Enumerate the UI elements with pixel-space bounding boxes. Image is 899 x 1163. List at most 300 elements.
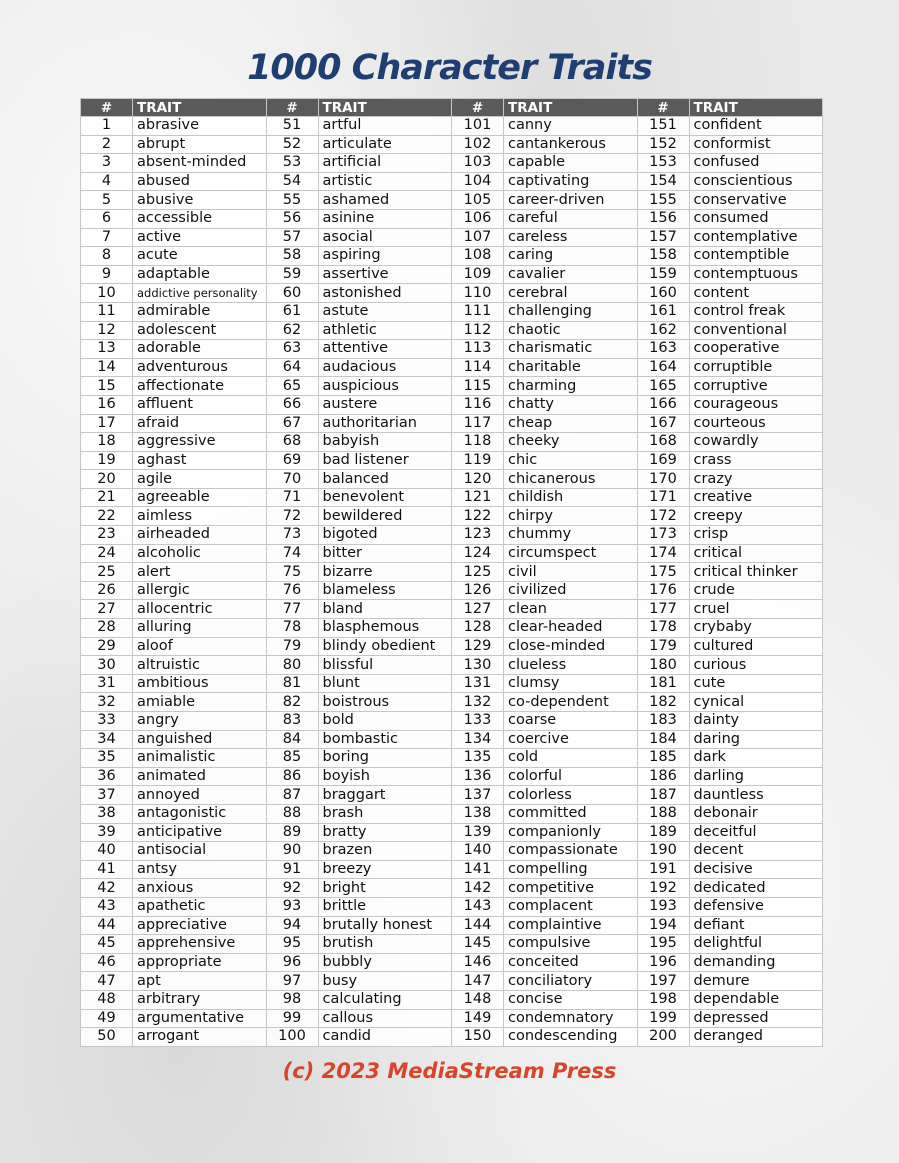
trait-name: chummy bbox=[504, 526, 638, 545]
trait-name: abusive bbox=[133, 191, 267, 210]
trait-number: 84 bbox=[266, 730, 318, 749]
trait-number: 128 bbox=[452, 619, 504, 638]
trait-number: 56 bbox=[266, 209, 318, 228]
trait-number: 130 bbox=[452, 656, 504, 675]
trait-name: arbitrary bbox=[133, 990, 267, 1009]
trait-name: adolescent bbox=[133, 321, 267, 340]
trait-name: boyish bbox=[318, 767, 452, 786]
trait-number: 24 bbox=[81, 544, 133, 563]
trait-name: ambitious bbox=[133, 674, 267, 693]
trait-name: courteous bbox=[689, 414, 823, 433]
trait-number: 144 bbox=[452, 916, 504, 935]
trait-name: conservative bbox=[689, 191, 823, 210]
trait-name: active bbox=[133, 228, 267, 247]
trait-number: 63 bbox=[266, 340, 318, 359]
trait-name: creepy bbox=[689, 507, 823, 526]
trait-number: 4 bbox=[81, 172, 133, 191]
trait-name: demure bbox=[689, 972, 823, 991]
trait-name: aloof bbox=[133, 637, 267, 656]
trait-name: austere bbox=[318, 395, 452, 414]
table-row bbox=[81, 228, 823, 247]
trait-name: complaintive bbox=[504, 916, 638, 935]
trait-name: close-minded bbox=[504, 637, 638, 656]
trait-number: 46 bbox=[81, 953, 133, 972]
trait-number: 22 bbox=[81, 507, 133, 526]
trait-number: 156 bbox=[637, 209, 689, 228]
trait-name: colorful bbox=[504, 767, 638, 786]
trait-name: caring bbox=[504, 247, 638, 266]
trait-number: 116 bbox=[452, 395, 504, 414]
trait-name: decent bbox=[689, 842, 823, 861]
trait-number: 21 bbox=[81, 488, 133, 507]
trait-number: 145 bbox=[452, 935, 504, 954]
table-row bbox=[81, 488, 823, 507]
trait-number: 87 bbox=[266, 786, 318, 805]
trait-number: 183 bbox=[637, 712, 689, 731]
trait-number: 138 bbox=[452, 804, 504, 823]
trait-number: 28 bbox=[81, 619, 133, 638]
trait-name: aspiring bbox=[318, 247, 452, 266]
trait-number: 7 bbox=[81, 228, 133, 247]
trait-name: conformist bbox=[689, 135, 823, 154]
page-title: 1000 Character Traits bbox=[247, 48, 652, 88]
trait-name: addictive personality bbox=[133, 284, 267, 303]
trait-name: colorless bbox=[504, 786, 638, 805]
trait-number: 44 bbox=[81, 916, 133, 935]
trait-name: brittle bbox=[318, 897, 452, 916]
trait-number: 82 bbox=[266, 693, 318, 712]
trait-name: crybaby bbox=[689, 619, 823, 638]
trait-name: brazen bbox=[318, 842, 452, 861]
header-number: # bbox=[637, 99, 689, 117]
trait-name: cute bbox=[689, 674, 823, 693]
trait-number: 40 bbox=[81, 842, 133, 861]
trait-number: 115 bbox=[452, 377, 504, 396]
trait-name: defiant bbox=[689, 916, 823, 935]
trait-number: 68 bbox=[266, 433, 318, 452]
trait-name: afraid bbox=[133, 414, 267, 433]
trait-number: 166 bbox=[637, 395, 689, 414]
trait-number: 126 bbox=[452, 581, 504, 600]
trait-name: blunt bbox=[318, 674, 452, 693]
trait-number: 149 bbox=[452, 1009, 504, 1028]
trait-number: 161 bbox=[637, 302, 689, 321]
trait-number: 189 bbox=[637, 823, 689, 842]
trait-number: 193 bbox=[637, 897, 689, 916]
trait-number: 77 bbox=[266, 600, 318, 619]
trait-name: antagonistic bbox=[133, 804, 267, 823]
trait-name: co-dependent bbox=[504, 693, 638, 712]
trait-number: 26 bbox=[81, 581, 133, 600]
trait-name: anguished bbox=[133, 730, 267, 749]
trait-number: 123 bbox=[452, 526, 504, 545]
trait-name: cowardly bbox=[689, 433, 823, 452]
trait-name: crazy bbox=[689, 470, 823, 489]
trait-name: dauntless bbox=[689, 786, 823, 805]
trait-name: blameless bbox=[318, 581, 452, 600]
trait-number: 96 bbox=[266, 953, 318, 972]
trait-number: 112 bbox=[452, 321, 504, 340]
trait-name: content bbox=[689, 284, 823, 303]
trait-number: 159 bbox=[637, 265, 689, 284]
trait-name: boistrous bbox=[318, 693, 452, 712]
trait-number: 16 bbox=[81, 395, 133, 414]
trait-name: apathetic bbox=[133, 897, 267, 916]
trait-number: 167 bbox=[637, 414, 689, 433]
trait-name: artistic bbox=[318, 172, 452, 191]
trait-number: 173 bbox=[637, 526, 689, 545]
trait-name: concise bbox=[504, 990, 638, 1009]
trait-number: 172 bbox=[637, 507, 689, 526]
trait-number: 62 bbox=[266, 321, 318, 340]
trait-number: 47 bbox=[81, 972, 133, 991]
trait-name: debonair bbox=[689, 804, 823, 823]
trait-number: 93 bbox=[266, 897, 318, 916]
trait-name: careless bbox=[504, 228, 638, 247]
trait-name: altruistic bbox=[133, 656, 267, 675]
trait-name: arrogant bbox=[133, 1028, 267, 1047]
trait-name: aimless bbox=[133, 507, 267, 526]
trait-number: 59 bbox=[266, 265, 318, 284]
trait-number: 131 bbox=[452, 674, 504, 693]
trait-name: adorable bbox=[133, 340, 267, 359]
table-row bbox=[81, 693, 823, 712]
trait-number: 2 bbox=[81, 135, 133, 154]
trait-name: civilized bbox=[504, 581, 638, 600]
trait-name: compulsive bbox=[504, 935, 638, 954]
trait-name: coarse bbox=[504, 712, 638, 731]
header-number: # bbox=[266, 99, 318, 117]
traits-table bbox=[80, 98, 823, 1047]
trait-number: 14 bbox=[81, 358, 133, 377]
trait-number: 18 bbox=[81, 433, 133, 452]
trait-number: 118 bbox=[452, 433, 504, 452]
copyright-footer: (c) 2023 MediaStream Press bbox=[282, 1059, 617, 1083]
trait-number: 97 bbox=[266, 972, 318, 991]
trait-number: 181 bbox=[637, 674, 689, 693]
trait-number: 191 bbox=[637, 860, 689, 879]
trait-name: apprehensive bbox=[133, 935, 267, 954]
trait-name: cantankerous bbox=[504, 135, 638, 154]
trait-name: alert bbox=[133, 563, 267, 582]
trait-name: competitive bbox=[504, 879, 638, 898]
trait-number: 147 bbox=[452, 972, 504, 991]
trait-name: chatty bbox=[504, 395, 638, 414]
trait-name: abrupt bbox=[133, 135, 267, 154]
trait-number: 36 bbox=[81, 767, 133, 786]
trait-name: defensive bbox=[689, 897, 823, 916]
trait-name: bright bbox=[318, 879, 452, 898]
trait-number: 109 bbox=[452, 265, 504, 284]
trait-number: 80 bbox=[266, 656, 318, 675]
trait-number: 90 bbox=[266, 842, 318, 861]
trait-number: 51 bbox=[266, 117, 318, 136]
trait-number: 153 bbox=[637, 154, 689, 173]
trait-name: civil bbox=[504, 563, 638, 582]
trait-number: 137 bbox=[452, 786, 504, 805]
trait-number: 111 bbox=[452, 302, 504, 321]
trait-name: affectionate bbox=[133, 377, 267, 396]
trait-name: blasphemous bbox=[318, 619, 452, 638]
trait-number: 120 bbox=[452, 470, 504, 489]
trait-number: 66 bbox=[266, 395, 318, 414]
trait-number: 171 bbox=[637, 488, 689, 507]
trait-name: astute bbox=[318, 302, 452, 321]
trait-number: 163 bbox=[637, 340, 689, 359]
trait-number: 103 bbox=[452, 154, 504, 173]
trait-number: 196 bbox=[637, 953, 689, 972]
trait-number: 140 bbox=[452, 842, 504, 861]
table-row bbox=[81, 730, 823, 749]
trait-name: demanding bbox=[689, 953, 823, 972]
trait-number: 162 bbox=[637, 321, 689, 340]
trait-number: 12 bbox=[81, 321, 133, 340]
trait-number: 54 bbox=[266, 172, 318, 191]
trait-number: 99 bbox=[266, 1009, 318, 1028]
trait-number: 158 bbox=[637, 247, 689, 266]
trait-name: appropriate bbox=[133, 953, 267, 972]
trait-number: 91 bbox=[266, 860, 318, 879]
trait-name: airheaded bbox=[133, 526, 267, 545]
trait-number: 122 bbox=[452, 507, 504, 526]
trait-name: contemptible bbox=[689, 247, 823, 266]
header-trait: TRAIT bbox=[133, 99, 267, 117]
trait-name: attentive bbox=[318, 340, 452, 359]
trait-name: control freak bbox=[689, 302, 823, 321]
trait-name: cruel bbox=[689, 600, 823, 619]
trait-name: babyish bbox=[318, 433, 452, 452]
trait-name: compassionate bbox=[504, 842, 638, 861]
trait-number: 101 bbox=[452, 117, 504, 136]
trait-number: 177 bbox=[637, 600, 689, 619]
trait-number: 3 bbox=[81, 154, 133, 173]
trait-number: 182 bbox=[637, 693, 689, 712]
trait-number: 86 bbox=[266, 767, 318, 786]
trait-name: career-driven bbox=[504, 191, 638, 210]
trait-name: cheap bbox=[504, 414, 638, 433]
trait-number: 157 bbox=[637, 228, 689, 247]
header-trait: TRAIT bbox=[318, 99, 452, 117]
trait-name: abrasive bbox=[133, 117, 267, 136]
trait-name: chaotic bbox=[504, 321, 638, 340]
table-row bbox=[81, 563, 823, 582]
trait-name: benevolent bbox=[318, 488, 452, 507]
trait-number: 124 bbox=[452, 544, 504, 563]
table-row bbox=[81, 619, 823, 638]
trait-name: complacent bbox=[504, 897, 638, 916]
trait-name: bold bbox=[318, 712, 452, 731]
trait-name: balanced bbox=[318, 470, 452, 489]
trait-name: ashamed bbox=[318, 191, 452, 210]
trait-number: 146 bbox=[452, 953, 504, 972]
trait-name: clear-headed bbox=[504, 619, 638, 638]
trait-name: allocentric bbox=[133, 600, 267, 619]
trait-name: bewildered bbox=[318, 507, 452, 526]
table-row bbox=[81, 842, 823, 861]
trait-name: abused bbox=[133, 172, 267, 191]
trait-name: clean bbox=[504, 600, 638, 619]
trait-number: 17 bbox=[81, 414, 133, 433]
trait-number: 164 bbox=[637, 358, 689, 377]
trait-name: conventional bbox=[689, 321, 823, 340]
table-row bbox=[81, 172, 823, 191]
trait-number: 100 bbox=[266, 1028, 318, 1047]
trait-name: breezy bbox=[318, 860, 452, 879]
trait-name: bizarre bbox=[318, 563, 452, 582]
trait-name: animalistic bbox=[133, 749, 267, 768]
trait-number: 155 bbox=[637, 191, 689, 210]
table-row bbox=[81, 823, 823, 842]
trait-name: dark bbox=[689, 749, 823, 768]
table-row bbox=[81, 470, 823, 489]
trait-name: articulate bbox=[318, 135, 452, 154]
trait-number: 102 bbox=[452, 135, 504, 154]
trait-number: 133 bbox=[452, 712, 504, 731]
trait-name: curious bbox=[689, 656, 823, 675]
table-row bbox=[81, 191, 823, 210]
trait-number: 61 bbox=[266, 302, 318, 321]
trait-number: 69 bbox=[266, 451, 318, 470]
trait-name: bad listener bbox=[318, 451, 452, 470]
trait-name: corruptible bbox=[689, 358, 823, 377]
trait-number: 98 bbox=[266, 990, 318, 1009]
trait-number: 9 bbox=[81, 265, 133, 284]
trait-number: 114 bbox=[452, 358, 504, 377]
trait-number: 185 bbox=[637, 749, 689, 768]
table-row bbox=[81, 358, 823, 377]
trait-name: astonished bbox=[318, 284, 452, 303]
table-row bbox=[81, 265, 823, 284]
trait-number: 88 bbox=[266, 804, 318, 823]
trait-number: 187 bbox=[637, 786, 689, 805]
trait-number: 42 bbox=[81, 879, 133, 898]
trait-name: challenging bbox=[504, 302, 638, 321]
trait-number: 92 bbox=[266, 879, 318, 898]
table-row bbox=[81, 897, 823, 916]
trait-number: 57 bbox=[266, 228, 318, 247]
trait-name: audacious bbox=[318, 358, 452, 377]
trait-name: boring bbox=[318, 749, 452, 768]
trait-name: brash bbox=[318, 804, 452, 823]
trait-name: corruptive bbox=[689, 377, 823, 396]
header-number: # bbox=[81, 99, 133, 117]
trait-name: accessible bbox=[133, 209, 267, 228]
trait-number: 176 bbox=[637, 581, 689, 600]
trait-name: asocial bbox=[318, 228, 452, 247]
trait-name: conscientious bbox=[689, 172, 823, 191]
trait-name: dedicated bbox=[689, 879, 823, 898]
trait-number: 79 bbox=[266, 637, 318, 656]
trait-number: 32 bbox=[81, 693, 133, 712]
trait-name: contemptuous bbox=[689, 265, 823, 284]
trait-number: 58 bbox=[266, 247, 318, 266]
trait-number: 132 bbox=[452, 693, 504, 712]
trait-number: 117 bbox=[452, 414, 504, 433]
trait-number: 30 bbox=[81, 656, 133, 675]
table-row bbox=[81, 154, 823, 173]
trait-number: 31 bbox=[81, 674, 133, 693]
trait-number: 10 bbox=[81, 284, 133, 303]
trait-number: 175 bbox=[637, 563, 689, 582]
trait-name: adventurous bbox=[133, 358, 267, 377]
trait-number: 78 bbox=[266, 619, 318, 638]
trait-name: cultured bbox=[689, 637, 823, 656]
trait-name: cooperative bbox=[689, 340, 823, 359]
trait-number: 127 bbox=[452, 600, 504, 619]
trait-number: 168 bbox=[637, 433, 689, 452]
trait-number: 160 bbox=[637, 284, 689, 303]
trait-number: 13 bbox=[81, 340, 133, 359]
trait-name: aghast bbox=[133, 451, 267, 470]
trait-number: 139 bbox=[452, 823, 504, 842]
table-row bbox=[81, 340, 823, 359]
trait-number: 180 bbox=[637, 656, 689, 675]
trait-number: 60 bbox=[266, 284, 318, 303]
trait-name: chicanerous bbox=[504, 470, 638, 489]
table-row bbox=[81, 135, 823, 154]
trait-name: daring bbox=[689, 730, 823, 749]
trait-name: antsy bbox=[133, 860, 267, 879]
table-row bbox=[81, 674, 823, 693]
trait-number: 200 bbox=[637, 1028, 689, 1047]
table-row bbox=[81, 656, 823, 675]
table-row bbox=[81, 302, 823, 321]
trait-name: assertive bbox=[318, 265, 452, 284]
trait-number: 95 bbox=[266, 935, 318, 954]
trait-number: 55 bbox=[266, 191, 318, 210]
trait-number: 198 bbox=[637, 990, 689, 1009]
trait-name: busy bbox=[318, 972, 452, 991]
trait-name: absent-minded bbox=[133, 154, 267, 173]
table-row bbox=[81, 637, 823, 656]
trait-number: 197 bbox=[637, 972, 689, 991]
trait-number: 148 bbox=[452, 990, 504, 1009]
trait-number: 129 bbox=[452, 637, 504, 656]
trait-name: admirable bbox=[133, 302, 267, 321]
table-row bbox=[81, 433, 823, 452]
table-row bbox=[81, 117, 823, 136]
table-row bbox=[81, 972, 823, 991]
trait-name: charming bbox=[504, 377, 638, 396]
trait-name: artificial bbox=[318, 154, 452, 173]
trait-name: calculating bbox=[318, 990, 452, 1009]
table-row bbox=[81, 953, 823, 972]
trait-number: 184 bbox=[637, 730, 689, 749]
table-row bbox=[81, 860, 823, 879]
trait-number: 192 bbox=[637, 879, 689, 898]
trait-name: adaptable bbox=[133, 265, 267, 284]
trait-name: angry bbox=[133, 712, 267, 731]
trait-number: 65 bbox=[266, 377, 318, 396]
table-row bbox=[81, 321, 823, 340]
trait-name: anxious bbox=[133, 879, 267, 898]
trait-name: authoritarian bbox=[318, 414, 452, 433]
trait-number: 85 bbox=[266, 749, 318, 768]
trait-name: argumentative bbox=[133, 1009, 267, 1028]
trait-number: 72 bbox=[266, 507, 318, 526]
trait-name: childish bbox=[504, 488, 638, 507]
trait-number: 19 bbox=[81, 451, 133, 470]
trait-name: asinine bbox=[318, 209, 452, 228]
trait-name: chirpy bbox=[504, 507, 638, 526]
trait-name: allergic bbox=[133, 581, 267, 600]
trait-name: coercive bbox=[504, 730, 638, 749]
trait-name: blissful bbox=[318, 656, 452, 675]
trait-name: decisive bbox=[689, 860, 823, 879]
trait-number: 43 bbox=[81, 897, 133, 916]
trait-name: crass bbox=[689, 451, 823, 470]
trait-number: 53 bbox=[266, 154, 318, 173]
